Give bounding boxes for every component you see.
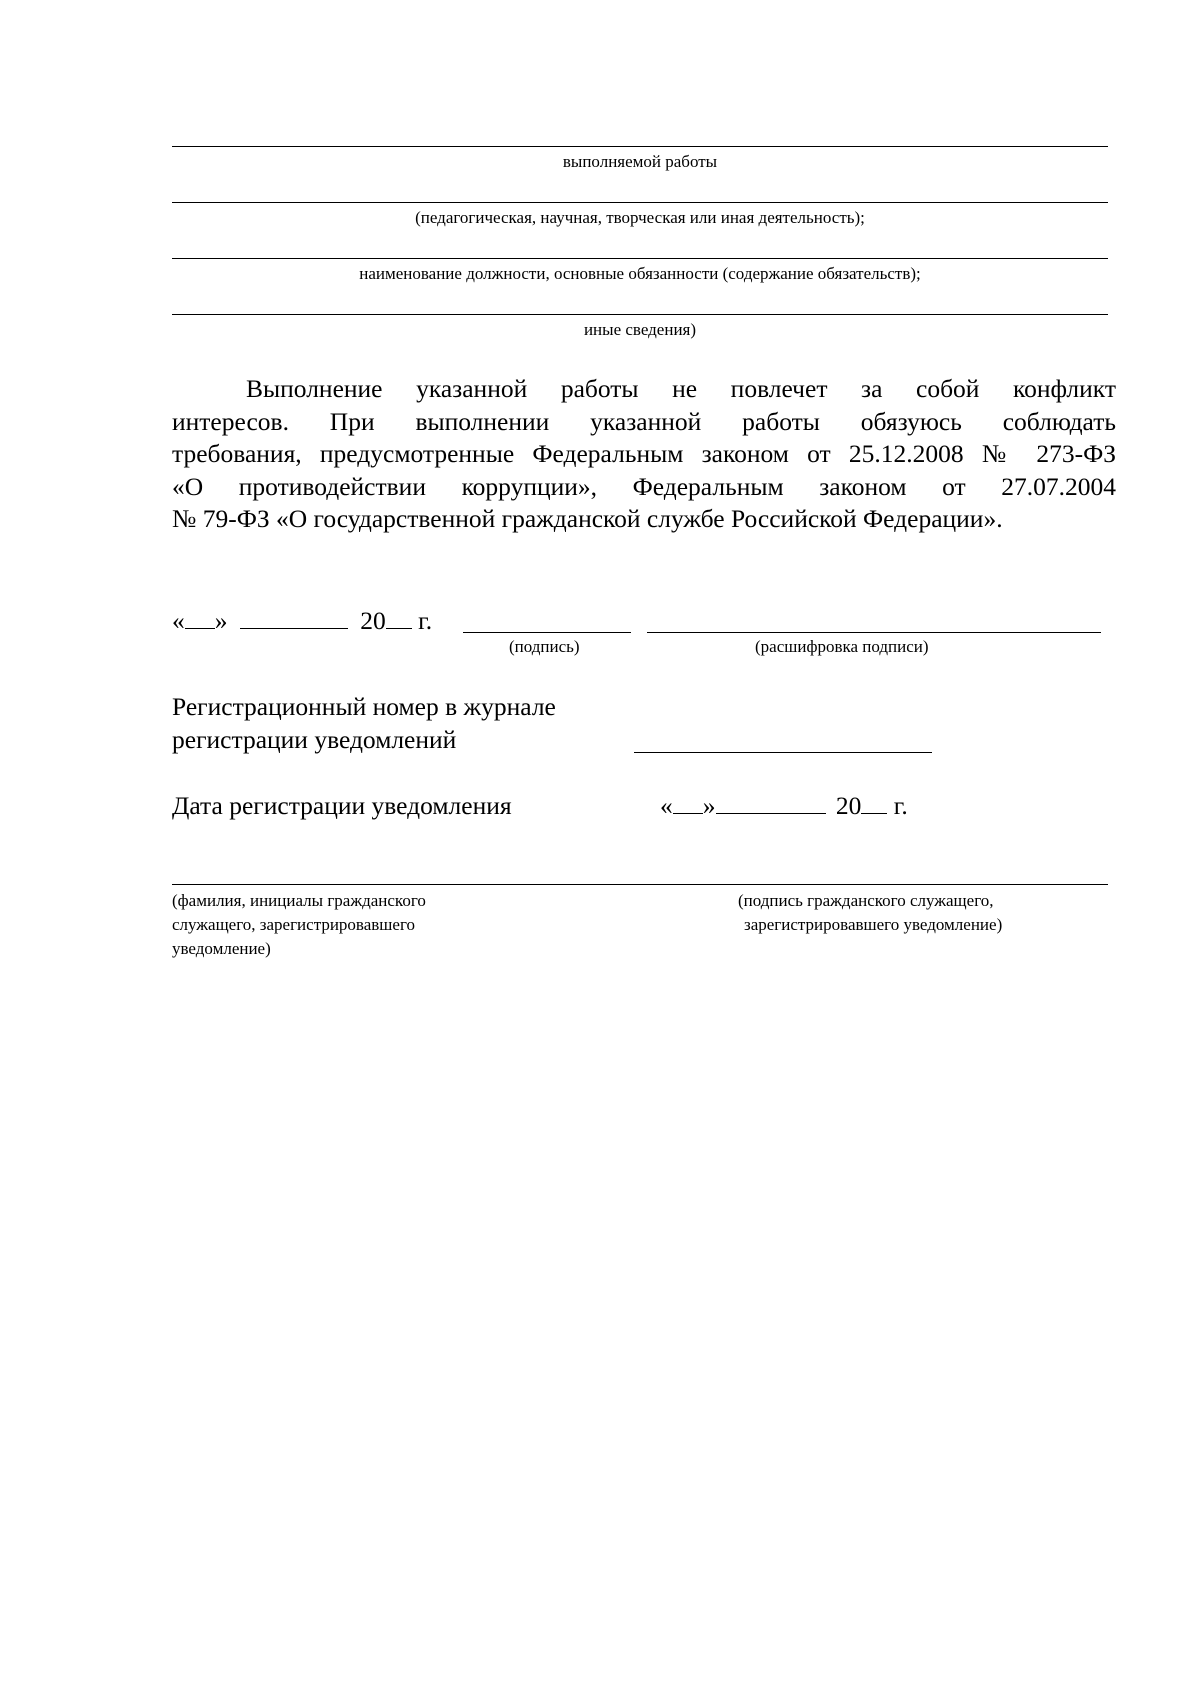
reg-date-close-quote: » [702,791,716,820]
month-fill-blank [240,608,348,629]
registrar-name-caption-line-2: служащего, зарегистрировавшего [172,915,415,934]
signature-caption: (подпись) [509,637,580,656]
statement-line-3: требования, предусмотренные Федеральным законом от 25.12.2008 № 273-ФЗ [172,439,1116,468]
reg-year-fill-blank [861,793,887,814]
statement-line-4: «О противодействии коррупции», Федеральным законом от 27.07.2004 [172,471,1116,501]
registration-date-value [660,791,908,821]
position-fill-line [172,258,1108,259]
registration-number-label-line-2: регистрации уведомлений [172,725,457,754]
registrar-name-caption-line-3: уведомление) [172,939,271,958]
registrar-name-caption [172,889,426,961]
reg-year-prefix: 20 [835,791,862,820]
no-conflict-statement [172,373,1116,536]
registrar-signature-caption-line-1: (подпись гражданского служащего, [738,891,994,910]
registrar-name-caption-line-1: (фамилия, инициалы гражданского [172,891,426,910]
registrar-signature-caption-line-2: зарегистрировавшего уведомление) [744,915,1003,934]
date-close-quote: » [214,606,228,635]
statement-line-5: № 79-ФЗ «О государственной гражданской службе Российской Федерации». [172,504,1003,533]
statement-line-1: Выполнение указанной работы не повлечет за собой конфликт [246,374,1116,403]
day-fill-blank [185,608,215,629]
activity-caption: (педагогическая, научная, творческая или иная деятельность); [415,208,865,227]
signature-decoding-fill-line [647,632,1101,633]
registration-number-fill-line [634,752,932,753]
registration-date-label: Дата регистрации уведомления [172,791,512,820]
other-info-caption: иные сведения) [583,320,697,339]
signature-fill-line [463,632,631,633]
work-caption: выполняемой работы [562,152,718,171]
registrar-fill-line [172,884,1108,885]
position-caption: наименование должности, основные обязанности (содержание обязательств); [359,264,921,283]
work-fill-line [172,146,1108,147]
year-suffix: г. [418,606,433,635]
year-prefix: 20 [360,606,386,635]
reg-year-suffix: г. [893,791,908,820]
reg-date-open-quote: « [660,791,673,820]
registration-number-label-line-1: Регистрационный номер в журнале [172,692,556,721]
registration-number-label [172,692,556,755]
activity-fill-line [172,202,1108,203]
signature-date-row [172,606,432,636]
signature-decoding-caption: (расшифровка подписи) [755,637,929,656]
statement-line-2: интересов. При выполнении указанной работы обязуюсь соблюдать [172,406,1116,436]
reg-month-fill-blank [716,793,826,814]
registrar-signature-caption [738,889,1002,937]
year-fill-blank [386,608,412,629]
reg-day-fill-blank [673,793,703,814]
date-open-quote: « [172,606,185,635]
other-info-fill-line [172,314,1108,315]
